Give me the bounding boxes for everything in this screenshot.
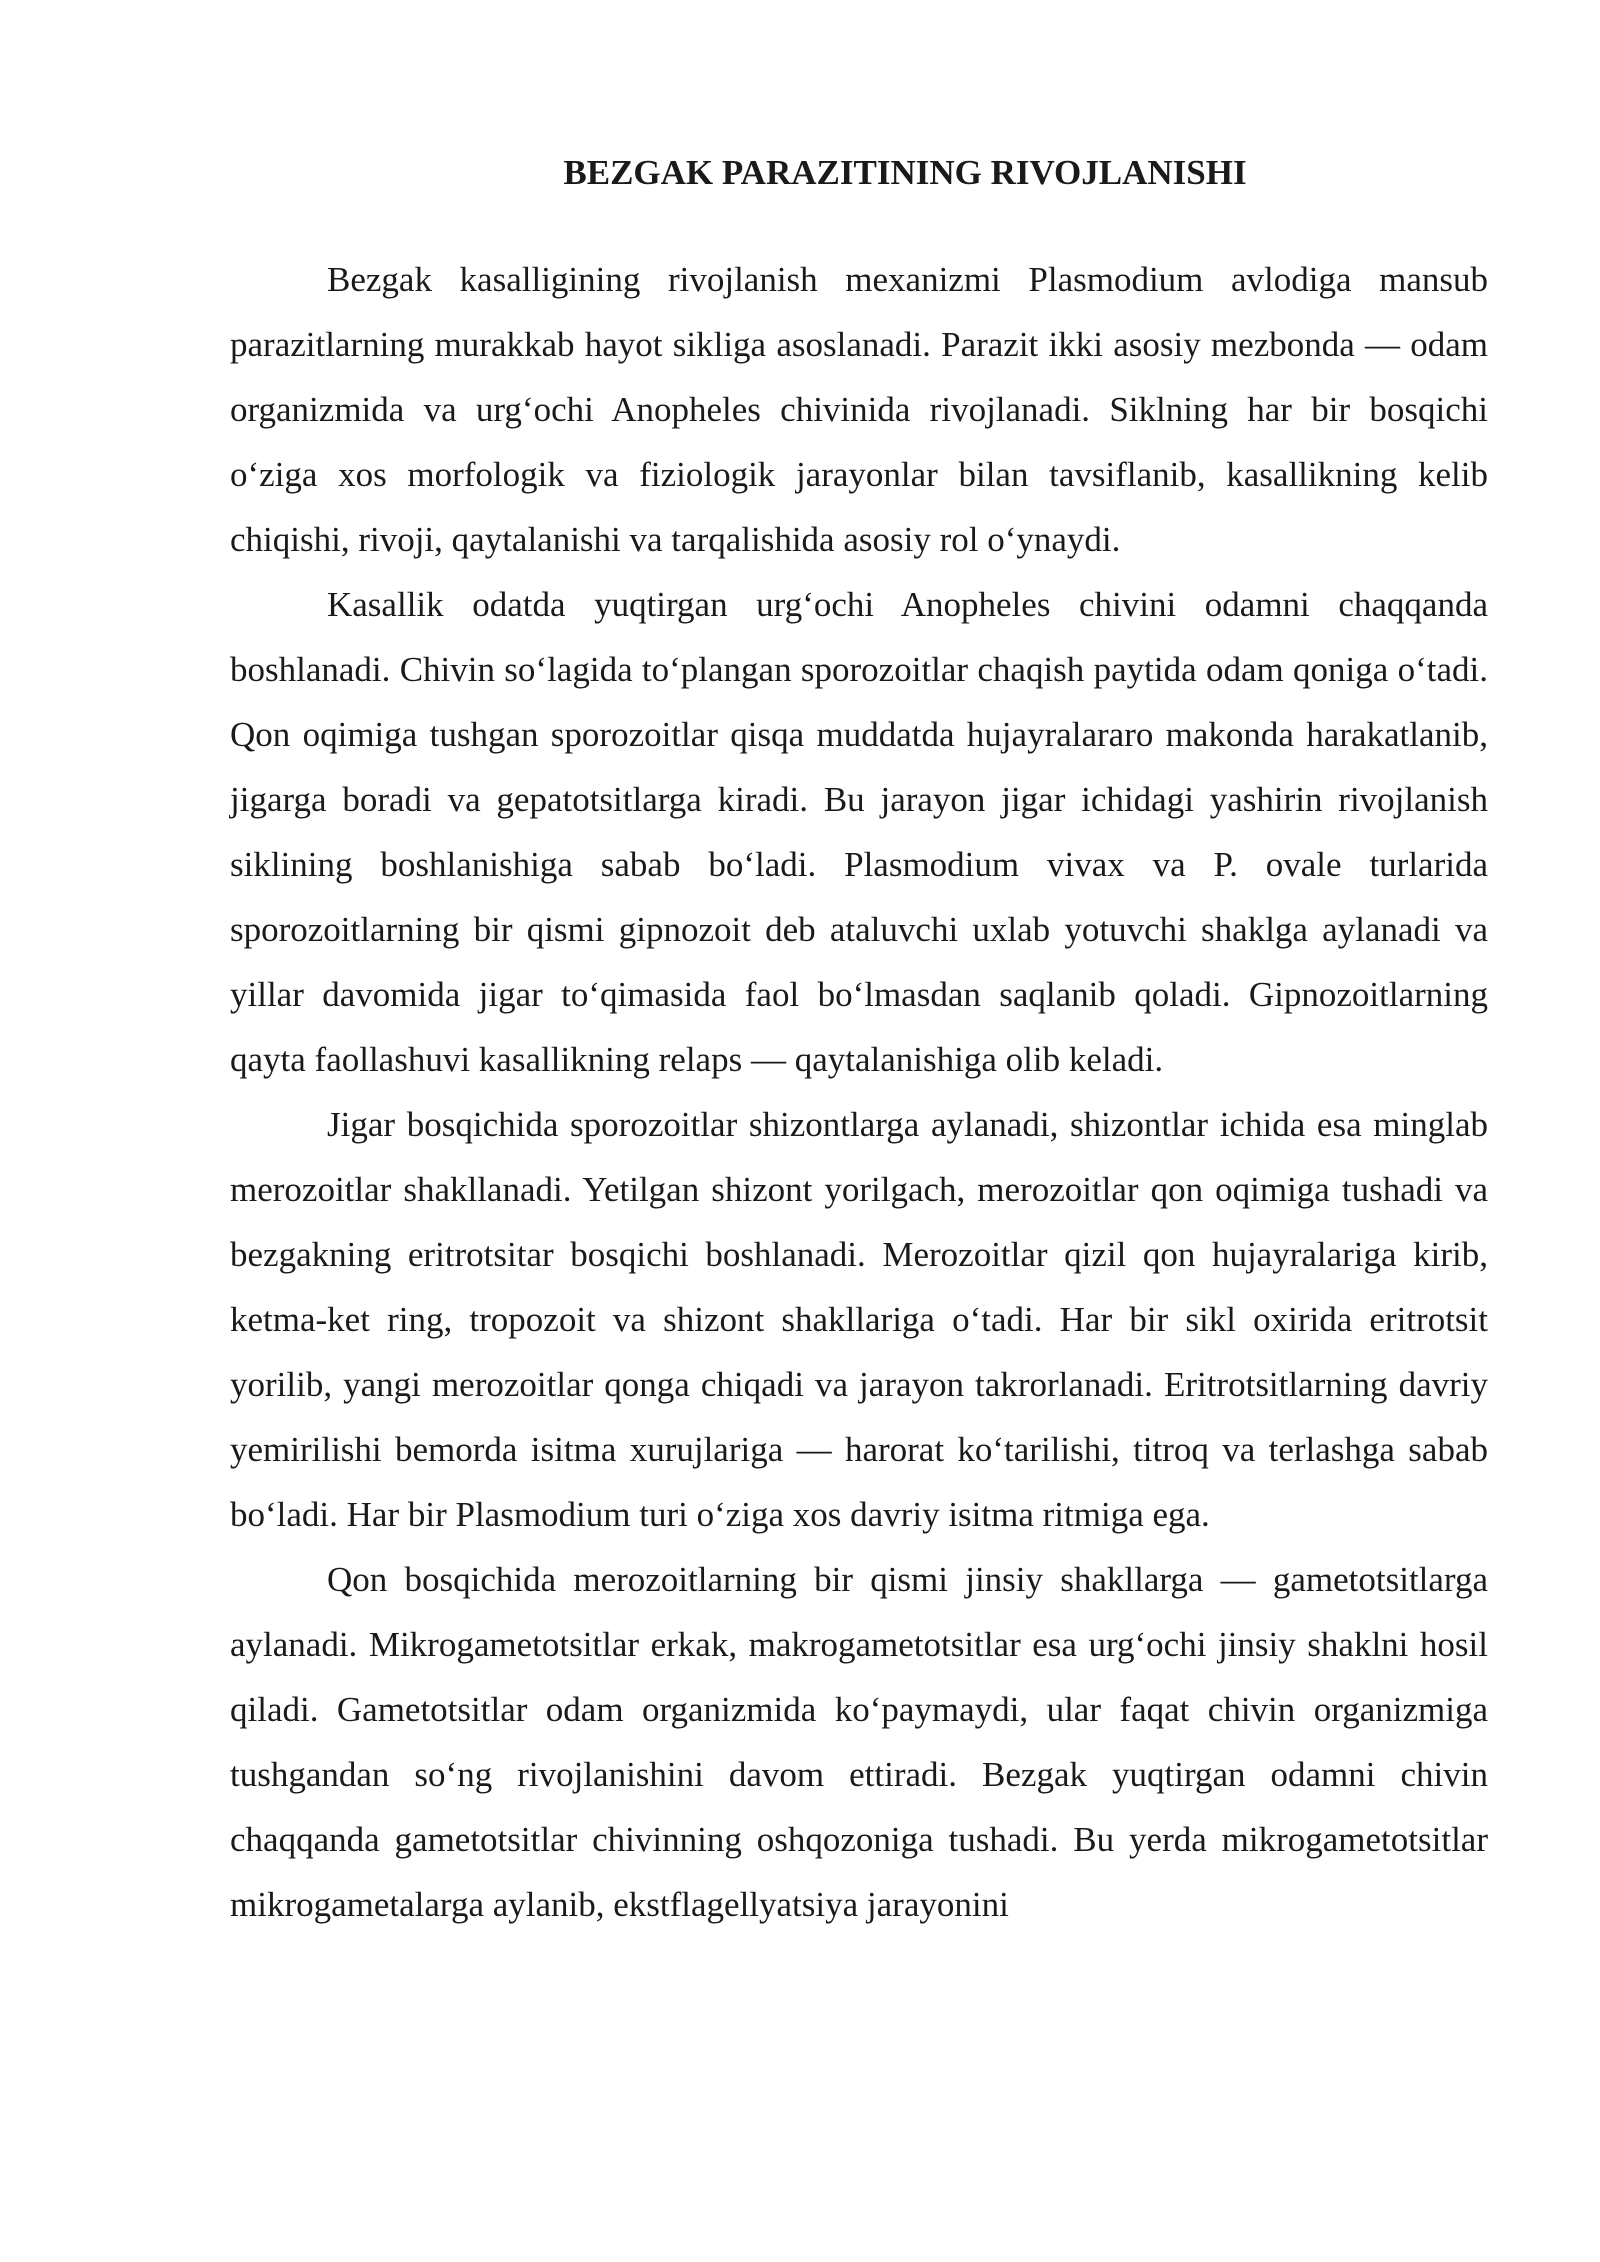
document-title: BEZGAK PARAZITINING RIVOJLANISHI <box>563 153 1247 192</box>
paragraph-3: Jigar bosqichida sporozoitlar shizontlarga aylanadi, shizontlar ichida esa minglab merozoitlar shakllanadi. Yetilgan shizont yorilgach, merozoitlar qon oqimiga tushadi va bezgakning eritrotsitar bosqichi boshlanadi. Merozoitlar qizil qon hujayralariga kirib, ketma-ket ring, tropozoit va shizont shakllariga o‘tadi. Har bir sikl oxirida eritrotsit yorilib, yangi merozoitlar qonga chiqadi va jarayon takrorlanadi. Eritrotsitlarning davriy yemirilishi bemorda isitma xurujlariga — harorat ko‘tarilishi, titroq va terlashga sabab bo‘ladi. Har bir Plasmodium turi o‘ziga xos davriy isitma ritmiga ega. <box>230 1105 1488 1534</box>
document-body <box>230 148 1488 1937</box>
paragraph-2: Kasallik odatda yuqtirgan urg‘ochi Anopheles chivini odamni chaqqanda boshlanadi. Chivin so‘lagida to‘plangan sporozoitlar chaqish paytida odam qoniga o‘tadi. Qon oqimiga tushgan sporozoitlar qisqa muddatda hujayralararo makonda harakatlanib, jigarga boradi va gepatotsitlarga kiradi. Bu jarayon jigar ichidagi yashirin rivojlanish siklining boshlanishiga sabab bo‘ladi. Plasmodium vivax va P. ovale turlarida sporozoitlarning bir qismi gipnozoit deb ataluvchi uxlab yotuvchi shaklga aylanadi va yillar davomida jigar to‘qimasida faol bo‘lmasdan saqlanib qoladi. Gipnozoitlarning qayta faollashuvi kasallikning relaps — qaytalanishiga olib keladi. <box>230 585 1488 1079</box>
paragraph-1: Bezgak kasalligining rivojlanish mexanizmi Plasmodium avlodiga mansub parazitlarning murakkab hayot sikliga asoslanadi. Parazit ikki asosiy mezbonda — odam organizmida va urg‘ochi Anopheles chivinida rivojlanadi. Siklning har bir bosqichi o‘ziga xos morfologik va fiziologik jarayonlar bilan tavsiflanib, kasallikning kelib chiqishi, rivoji, qaytalanishi va tarqalishida asosiy rol o‘ynaydi. <box>230 260 1488 559</box>
paragraph-4: Qon bosqichida merozoitlarning bir qismi jinsiy shakllarga — gametotsitlarga aylanadi. Mikrogametotsitlar erkak, makrogametotsitlar esa urg‘ochi jinsiy shaklni hosil qiladi. Gametotsitlar odam organizmida ko‘paymaydi, ular faqat chivin organizmiga tushgandan so‘ng rivojlanishini davom ettiradi. Bezgak yuqtirgan odamni chivin chaqqanda gametotsitlar chivinning oshqozoniga tushadi. Bu yerda mikrogametotsitlar mikrogametalarga aylanib, ekstflagellyatsiya jarayonini <box>230 1560 1488 1924</box>
